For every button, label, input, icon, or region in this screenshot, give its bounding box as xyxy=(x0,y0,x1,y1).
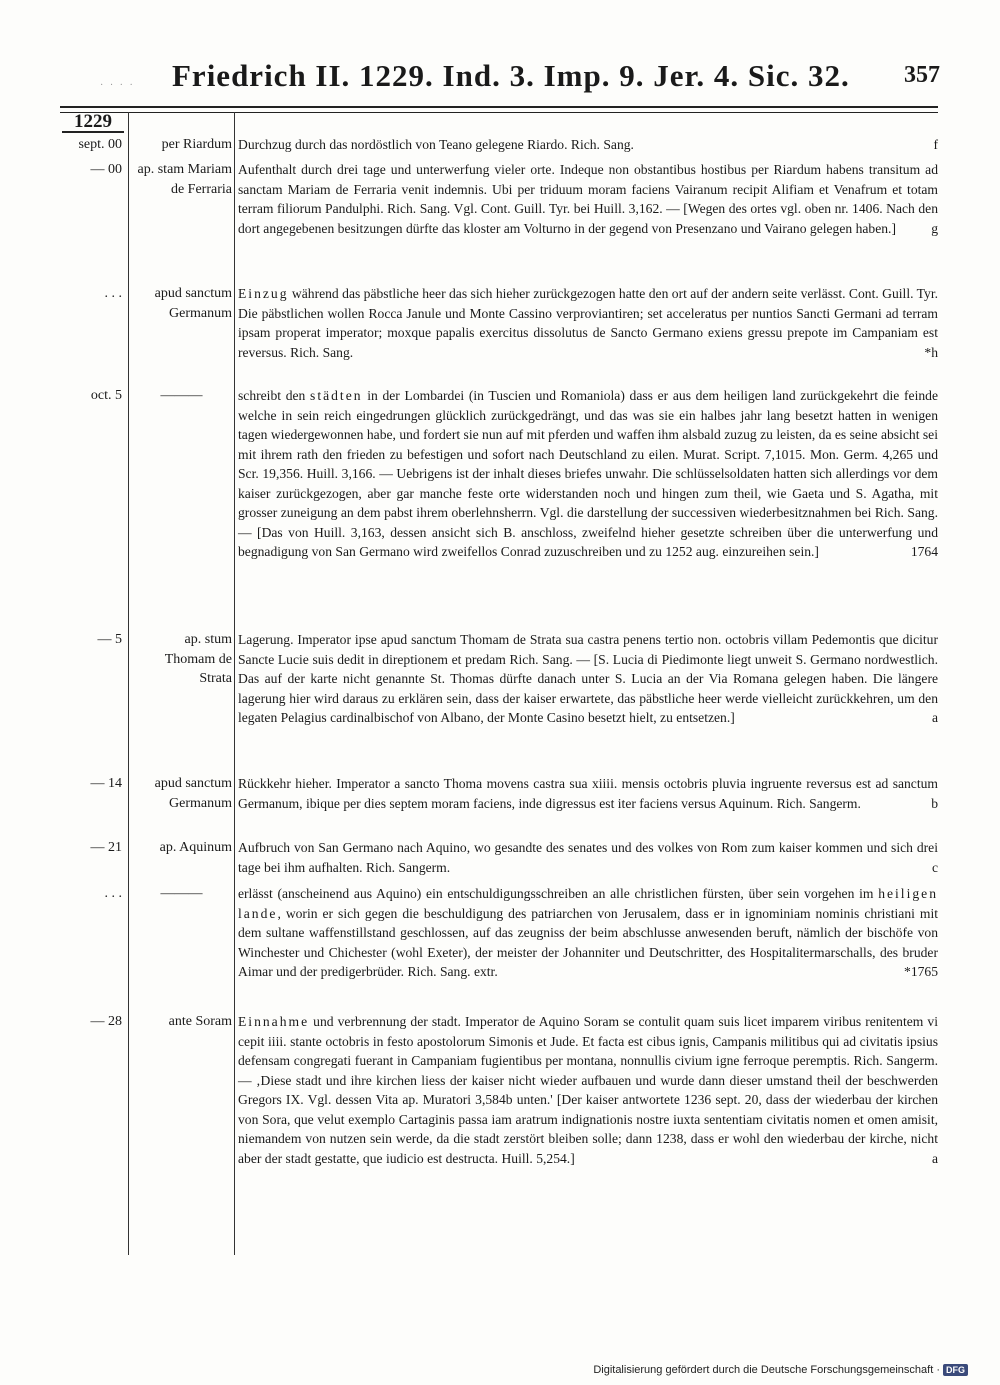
entry-date: . . . xyxy=(104,886,122,901)
header-dots: · · · · xyxy=(100,80,135,91)
entry-text xyxy=(238,135,938,155)
page-header xyxy=(60,58,940,100)
entry-place: per Riardum xyxy=(161,137,232,152)
entry-date: . . . xyxy=(104,286,122,301)
entry-text-body: und verbrennung der stadt. Imperator de Aquino Soram se contulit quam suis licet imparem viribus renitentem vi cepit iiii. stante octobris in festo apostolorum Simonis et Jude. Et facta est cibus ignis, Campanis militibus qui ad civitatis ipsius defensam congregati fuerant in Campaniam fugientibus per montana, nonnullis civium igne ferroque peremptis. Rich. Sangerm. — ‚Diese stadt und ihre kirchen liess der kaiser nicht wieder aufbauen und wurde dann dieser umstand theil der beschwerden Gregors IX. Vgl. dessen Vita ap. Muratori 3,584b unten.' [Der kaiser antwortete 1236 sept. 20, dass der wiederbau der kirchen von Sora, que velut exemplo Cartaginis passa iam aratrum indignationis nostre iuxta sententiam civitatis nomen et omen amisit, niemandem von nutzen sein werde, da die stadt zerstört bleiben solle; dann 1238, dass er wohl den wiederbau der kirche, nicht aber der stadt gestatte, que iudicio est destructa. Huill. 5,254.] xyxy=(238,1014,938,1166)
entry-text-body: Durchzug durch das nordöstlich von Teano gelegene Riardo. Rich. Sang. xyxy=(238,137,634,152)
digitization-credit xyxy=(593,1364,968,1376)
entry-place: ap. Aquinum xyxy=(159,840,232,855)
entry-date: sept. 00 xyxy=(78,137,122,152)
entry-marker: 1764 xyxy=(910,544,938,559)
entry-text-body: Rückkehr hieher. Imperator a sancto Thoma movens castra sua xiiii. mensis octobris pluvia ingruente reversus est ad sanctum Germanum, ibique per dies septem moram faciens, inde digressus est iter faciens versus Aquinum. Rich. Sangerm. xyxy=(238,776,938,811)
entry-place: ——— xyxy=(160,886,203,901)
entry-marker: c xyxy=(931,859,938,875)
entry-marker: a xyxy=(931,710,938,725)
header-rule xyxy=(60,106,938,113)
entry-marker: f xyxy=(933,137,938,152)
entry-text xyxy=(238,774,938,813)
entry-place: apud sanctum Germanum xyxy=(154,286,232,321)
column-divider-place xyxy=(234,112,235,1255)
dfg-logo-icon: DFG xyxy=(943,1364,968,1376)
running-title: Friedrich II. 1229. Ind. 3. Imp. 9. Jer. 4. Sic. 32. xyxy=(172,58,850,93)
entry-text-body: Aufbruch von San Germano nach Aquino, wo gesandte des senates und des volkes von Rom zum kaiser kommen und sich drei tage bei ihm aufhalten. Rich. Sangerm. xyxy=(238,840,938,875)
entry-date: — 14 xyxy=(90,776,122,791)
entry-text xyxy=(238,1012,938,1168)
entry-text xyxy=(238,838,938,877)
entry-text-body: , worin er sich gegen die beschuldigung des patriarchen von Jerusalem, dass er in ignominiam nominis christiani mit dem sultane waffenstillstand geschlossen, auf das zeugniss der beim abschlusse anwesenden beruft, nämlich der bischöfe von Winchester und Chichester (wohl Exeter), der meister der Johanniter und Deutschritter, des Hospitalitermarschalls, des bruder Aimar und der predigerbrüder. Rich. Sang. extr. xyxy=(238,905,938,979)
entry-place: ——— xyxy=(160,388,203,403)
entry-marker: a xyxy=(931,1150,938,1166)
entry-date: — 21 xyxy=(90,840,122,855)
entry-text xyxy=(238,630,938,728)
entry-date: — 5 xyxy=(97,632,122,647)
entry-marker: g xyxy=(931,220,938,236)
entry-lead: Einnahme xyxy=(238,1014,310,1029)
entry-marker: *1765 xyxy=(904,964,938,979)
entry-place: ap. stum Thomam de Strata xyxy=(164,632,232,686)
entry-marker: *h xyxy=(924,344,938,360)
entry-lead: heiligen lande xyxy=(238,886,938,921)
page-number: 357 xyxy=(904,62,940,88)
year-heading: 1229 xyxy=(62,113,124,133)
column-divider-date xyxy=(128,112,129,1255)
entry-date: — 00 xyxy=(90,162,122,177)
entry-place: ante Soram xyxy=(168,1014,232,1029)
entry-place: apud sanctum Germanum xyxy=(154,776,232,811)
footer-text: Digitalisierung gefördert durch die Deutsche Forschungsgemeinschaft · xyxy=(593,1364,940,1376)
entry-marker: b xyxy=(931,795,938,811)
entry-text-body: Aufenthalt durch drei tage und unterwerfung vieler orte. Indeque non obstantibus hostibus per Riardum habens transitum ad sanctam Mariam de Ferraria venit indemnis. Ubi per triduum moram faciens Vairanum recipit Alifiam et Venafrum et totam terram filiorum Pandulphi. Rich. Sang. Vgl. Cont. Guill. Tyr. bei Huill. 3,162. — [Wegen des ortes vgl. oben nr. 1406. Nach den dort angegebenen besitzungen dürfte das kloster am Volturno in der gegend von Presenzano und Vairano gelegen haben.] xyxy=(238,162,938,236)
entry-text-intro: schreibt den xyxy=(238,388,311,403)
entry-text xyxy=(238,160,938,238)
entry-text xyxy=(238,284,938,362)
entry-text-intro: erlässt (anscheinend aus Aquino) ein entschuldigungsschreiben an alle christlichen fürsten, über sein vorgehen im xyxy=(238,886,879,901)
entry-date: oct. 5 xyxy=(90,388,122,403)
entry-text-body: in der Lombardei (in Tuscien und Romaniola) dass er aus dem heiligen land zurückgekehrt die feinde welche in sein reich eingedrungen glücklich zurückgedrängt, und das was sie ein halbes jahr lang besetzt hatten in wenigen tagen wiedergewonnen habe, und fordert sie nun auf mit pferden und waffen ihm alsbald zuzug zu leisten, da es seine absicht sei mit ihrem rath den frieden zu befestigen und sofort nach Deutschland zu eilen. Murat. Script. 7,1015. Mon. Germ. 4,265 und Scr. 19,356. Huill. 3,166. — Uebrigens ist der inhalt dieses briefes unwahr. Die schlüsselsoldaten hatten sich allerdings vor dem kaiser zurückgezogen, aber gar manche feste orte widerstanden noch und hingen zum theil, wie Gaeta und S. Agatha, mit grosser zuneigung an dem pabst ihrem oberlehnsherrn. Vgl. die darstellung der successiven wiederbesitznahmen bei Rich. Sang. — [Das von Huill. 3,163, dessen ansicht sich B. anschloss, zweifelnd hieher gesetzte schreiben über die unterwerfung und begnadigung von San Germano wird zweifellos Conrad zuzuschreiben und zu 1252 aug. einzureihen sein.] xyxy=(238,388,938,559)
entry-lead: Einzug xyxy=(238,286,289,301)
entry-text xyxy=(238,386,938,562)
entry-lead: städten xyxy=(310,388,363,403)
entry-text xyxy=(238,884,938,982)
entry-place: ap. stam Mariam de Ferraria xyxy=(137,162,232,197)
entry-date: — 28 xyxy=(90,1014,122,1029)
entry-text-body: während das päbstliche heer das sich hieher zurückgezogen hatte den ort auf der andern seite verlässt. Cont. Guill. Tyr. Die päbstlichen wollen Rocca Janule und Monte Cassino verproviantiren; set acceleratus per nuntios Sancti Germani ad terram ipsam properat imperator; moxque papalis exercitus dissolutus de Sancto Germano exiens gressu prepote im Campaniam est reversus. Rich. Sang. xyxy=(238,286,938,360)
entry-text-body: Lagerung. Imperator ipse apud sanctum Thomam de Strata sua castra penens tertio non. octobris villam Pedemontis que dicitur Sancte Lucie suis dedit in direptionem et predam Rich. Sang. — [S. Lucia di Piedimonte liegt unweit S. Germano nordwestlich. Das auf der karte nicht genannte St. Thomas dürfte danach unter S. Lucia an der Via Romana gelegen haben. Die längere lagerung hier wird daraus zu erklären sein, dass der kaiser erwartete, das päbstliche heer werde vielleicht zurückkehren, um den legaten Pelagius cardinalbischof von Albano, der Monte Casino besetzt hielt, zu entsetzen.] xyxy=(238,632,938,725)
